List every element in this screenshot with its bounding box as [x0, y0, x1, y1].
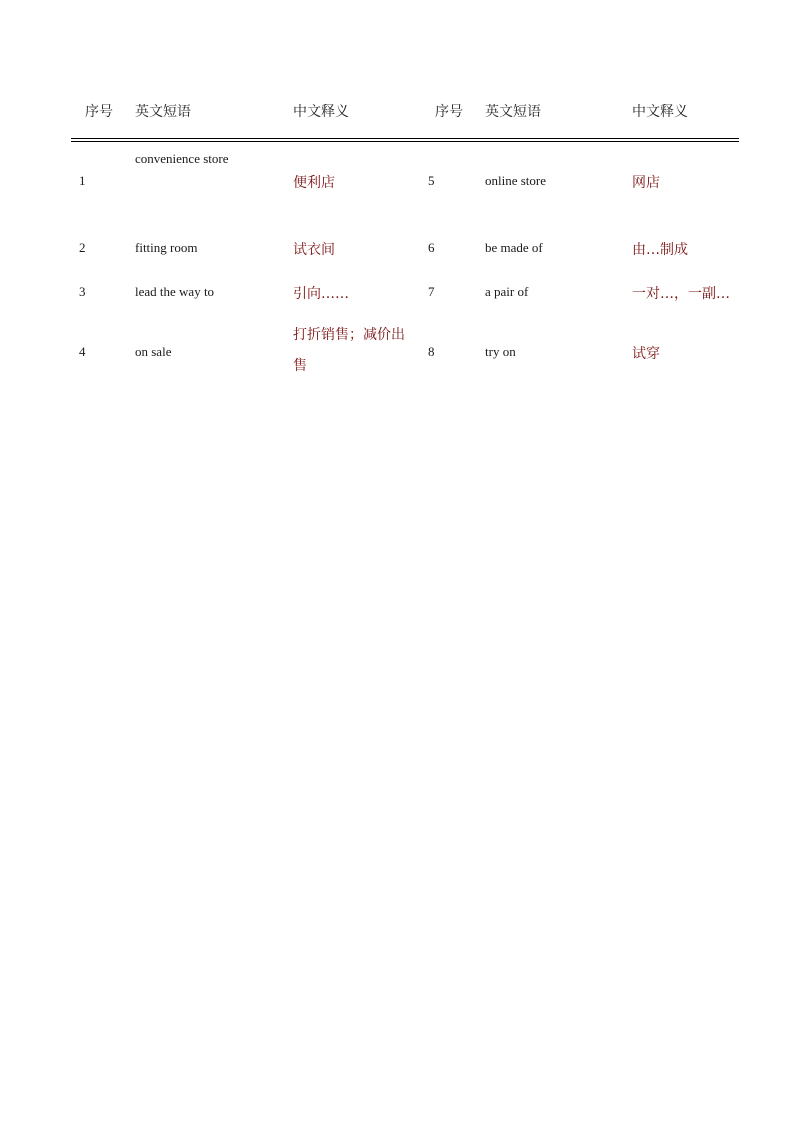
row-5-number: 5 [428, 173, 435, 188]
row-8-chinese: 试穿 [632, 346, 660, 362]
row-8-number: 8 [428, 344, 435, 359]
row-2-english: fitting room [135, 240, 198, 255]
row-3-number: 3 [79, 284, 86, 299]
row-6-english: be made of [485, 240, 543, 255]
row-7-english: a pair of [485, 284, 529, 299]
header-left-english: 英文短语 [135, 104, 191, 120]
header-left-chinese: 中文释义 [293, 104, 349, 120]
row-1-chinese: 便利店 [293, 175, 335, 191]
row-7-chinese: 一对…，一副… [632, 286, 730, 302]
row-5-chinese: 网店 [632, 175, 660, 191]
row-1-number: 1 [79, 173, 86, 188]
header-right-english: 英文短语 [485, 104, 541, 120]
row-6-chinese: 由…制成 [632, 242, 688, 258]
row-1-english: convenience store [135, 151, 229, 166]
header-left-number: 序号 [85, 104, 113, 120]
row-3-english: lead the way to [135, 284, 215, 299]
row-2-chinese: 试衣间 [293, 242, 335, 258]
row-7-number: 7 [428, 284, 435, 299]
header-rule-bottom [71, 141, 739, 142]
header-right-number: 序号 [435, 104, 463, 120]
row-8-english: try on [485, 344, 516, 359]
row-5-english: online store [485, 173, 547, 188]
row-6-number: 6 [428, 240, 435, 255]
row-4-chinese: 打折销售；减价出售 [293, 327, 405, 374]
row-4-english: on sale [135, 344, 172, 359]
row-2-number: 2 [79, 240, 86, 255]
row-3-chinese: 引向…… [293, 286, 349, 302]
header-right-chinese: 中文释义 [632, 104, 688, 120]
row-4-number: 4 [79, 344, 86, 359]
header-rule-top [71, 138, 739, 139]
